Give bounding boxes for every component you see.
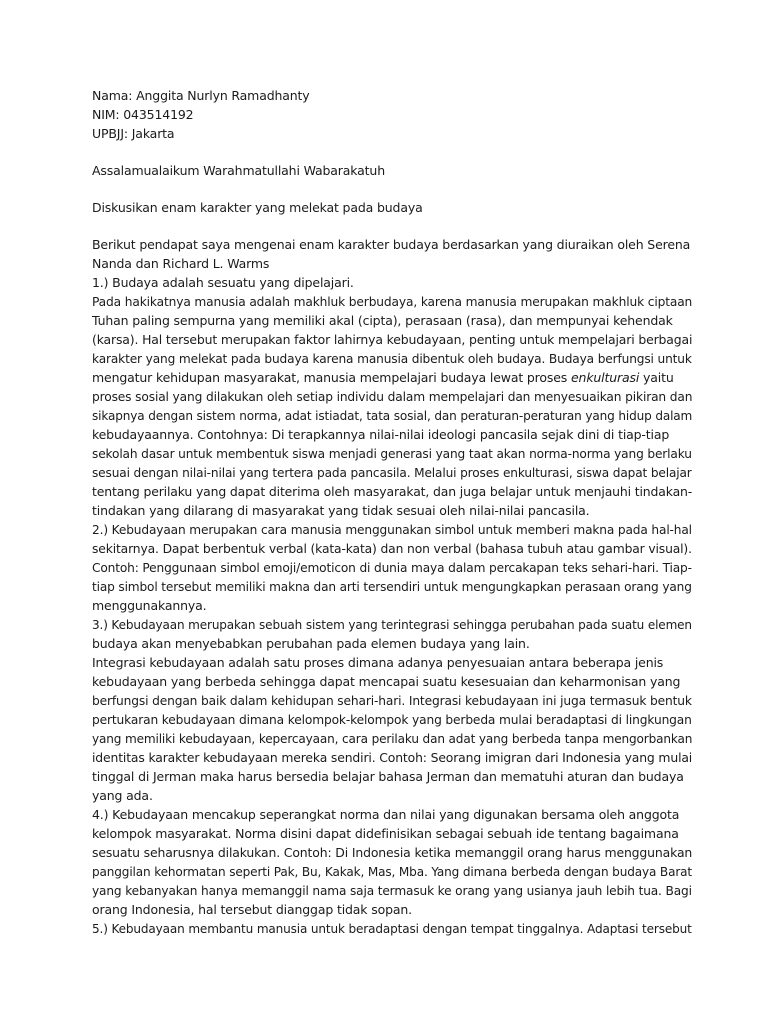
point-1-line: sesuai dengan nilai-nilai yang tertera pada pancasila. Melalui proses enkulturasi, siswa dapat belajar (92, 465, 692, 480)
point-1-line: sikapnya dengan sistem norma, adat istiadat, tata sosial, dan peraturan-peraturan yang hidup dalam (92, 408, 693, 423)
point-3-line: berfungsi dengan baik dalam kehidupan sehari-hari. Integrasi kebudayaan ini juga termasuk bentuk (92, 693, 692, 708)
point-3-line: identitas karakter kebudayaan mereka sendiri. Contoh: Seorang imigran dari Indonesia yang mulai (92, 750, 693, 765)
point-1-heading: 1.) Budaya adalah sesuatu yang dipelajari. (92, 275, 354, 290)
greeting: Assalamualaikum Warahmatullahi Wabarakatuh (92, 163, 385, 178)
point-3-line: pertukaran kebudayaan dimana kelompok-kelompok yang berbeda mulai beradaptasi di lingkungan (92, 712, 692, 727)
intro-line: Nanda dan Richard L. Warms (92, 256, 270, 271)
enkulturasi-text-before: mengatur kehidupan masyarakat, manusia mempelajari budaya lewat proses (92, 370, 571, 385)
enkulturasi-term: enkulturasi (571, 370, 640, 385)
point-2-line: Contoh: Penggunaan simbol emoji/emoticon di dunia maya dalam percakapan teks sehari-hari. Tiap- (92, 560, 692, 575)
point-3-line: Integrasi kebudayaan adalah satu proses dimana adanya penyesuaian antara beberapa jenis (92, 655, 664, 670)
point-3-line: kebudayaan yang berbeda sehingga dapat mencapai suatu kesesuaian dan keharmonisan yang (92, 674, 681, 689)
point-1-line: sekolah dasar untuk membentuk siswa menjadi generasi yang taat akan norma-norma yang berlaku (92, 446, 692, 461)
student-name: Nama: Anggita Nurlyn Ramadhanty (92, 88, 310, 103)
point-4-line: panggilan kehormatan seperti Pak, Bu, Kakak, Mas, Mba. Yang dimana berbeda dengan budaya Barat (92, 864, 692, 879)
intro-line: Berikut pendapat saya mengenai enam karakter budaya berdasarkan yang diuraikan oleh Serena (92, 237, 691, 252)
point-3 (92, 615, 692, 805)
point-5-line: 5.) Kebudayaan membantu manusia untuk beradaptasi dengan tempat tinggalnya. Adaptasi tersebut (92, 921, 692, 936)
point-4-line: orang Indonesia, hal tersebut dianggap tidak sopan. (92, 902, 412, 917)
point-2-line: 2.) Kebudayaan merupakan cara manusia menggunakan simbol untuk memberi makna pada hal-hal (92, 522, 692, 537)
student-upbjj: UPBJJ: Jakarta (92, 126, 175, 141)
point-4-line: 4.) Kebudayaan mencakup seperangkat norma dan nilai yang digunakan bersama oleh anggota (92, 807, 680, 822)
point-1-line: Pada hakikatnya manusia adalah makhluk berbudaya, karena manusia merupakan makhluk ciptaan (92, 294, 693, 309)
point-3-line: yang ada. (92, 788, 153, 803)
point-1-line: proses sosial yang dilakukan oleh setiap individu dalam mempelajari dan menyesuaikan pikiran dan (92, 389, 693, 404)
intro-paragraph (92, 235, 692, 273)
point-3-line: tinggal di Jerman maka harus bersedia belajar bahasa Jerman dan mematuhi aturan dan budaya (92, 769, 684, 784)
point-5 (92, 919, 692, 938)
point-1-line: karakter yang melekat pada budaya karena manusia dibentuk oleh budaya. Budaya berfungsi untuk (92, 351, 692, 366)
point-4-line: kelompok masyarakat. Norma disini dapat didefinisikan sebagai sebuah ide tentang bagaimana (92, 826, 679, 841)
point-3-line: yang memiliki kebudayaan, kepercayaan, cara perilaku dan adat yang berbeda tanpa mengorbankan (92, 731, 693, 746)
point-2-line: menggunakannya. (92, 598, 207, 613)
point-1-line (92, 368, 692, 387)
point-1-line: (karsa). Hal tersebut merupakan faktor lahirnya kebudayaan, penting untuk mempelajari berbagai (92, 332, 693, 347)
point-2-line: tiap simbol tersebut memiliki makna dan arti tersendiri untuk mengungkapkan perasaan orang yang (92, 579, 692, 594)
point-4 (92, 805, 692, 919)
point-4-line: sesuatu seharusnya dilakukan. Contoh: Di Indonesia ketika memanggil orang harus menggunakan (92, 845, 693, 860)
point-1-line: kebudayaannya. Contohnya: Di terapkannya nilai-nilai ideologi pancasila sejak dini di tiap-tiap (92, 427, 670, 442)
discussion-prompt: Diskusikan enam karakter yang melekat pada budaya (92, 200, 423, 215)
point-1 (92, 273, 692, 520)
point-2 (92, 520, 692, 615)
student-nim: NIM: 043514192 (92, 107, 194, 122)
enkulturasi-text-after: yaitu (639, 370, 674, 385)
point-1-line: tentang perilaku yang dapat diterima oleh masyarakat, dan juga belajar untuk menjauhi tindakan- (92, 484, 693, 499)
point-3-line: budaya akan menyebabkan perubahan pada elemen budaya yang lain. (92, 636, 530, 651)
document-body (92, 86, 692, 938)
point-2-line: sekitarnya. Dapat berbentuk verbal (kata-kata) dan non verbal (bahasa tubuh atau gambar visual). (92, 541, 692, 556)
point-4-line: yang kebanyakan hanya memanggil nama saja termasuk ke orang yang usianya jauh lebih tua. Bagi (92, 883, 692, 898)
point-3-line: 3.) Kebudayaan merupakan sebuah sistem yang terintegrasi sehingga perubahan pada suatu elemen (92, 617, 692, 632)
point-1-line: tindakan yang dilarang di masyarakat yang tidak sesuai oleh nilai-nilai pancasila. (92, 503, 590, 518)
point-1-line: Tuhan paling sempurna yang memiliki akal (cipta), perasaan (rasa), dan mempunyai kehendak (92, 313, 673, 328)
